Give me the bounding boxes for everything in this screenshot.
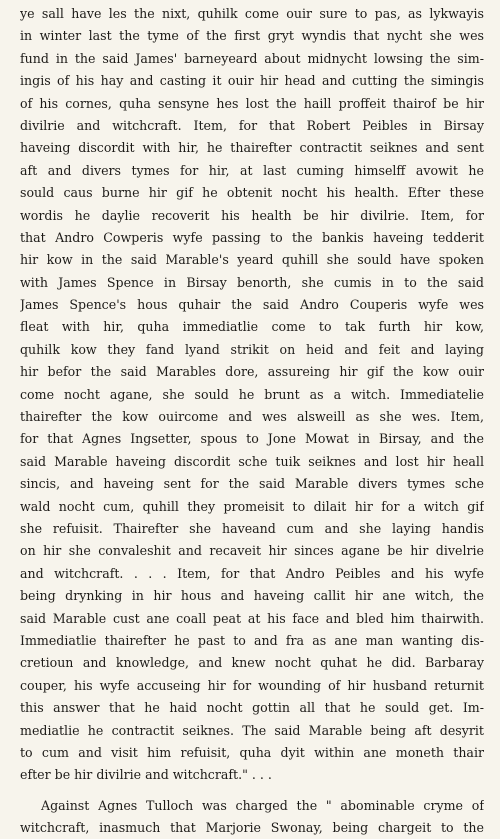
text-line: this answer that he haid nocht gottin all that he sould get. Im- — [20, 700, 484, 716]
text-line: come nocht agane, she sould he brunt as a witch. Immediatelie — [20, 386, 484, 402]
text-line: on hir she convaleshit and recaveit hir sinces agane be hir divelrie — [20, 543, 484, 559]
text-line: ye sall have les the nixt, quhilk come ouir sure to pas, as lykwayis — [20, 6, 484, 21]
text-line: Immediatlie thairefter he past to and fra as ane man wanting dis- — [20, 632, 484, 648]
text-line: hir befor the said Marables dore, assureing hir gif the kow ouir — [20, 364, 484, 380]
text-line: sincis, and haveing sent for the said Marable divers tymes sche — [20, 476, 484, 492]
text-line: witchcraft, inasmuch that Marjorie Swonay, being chargeit to the — [20, 820, 484, 836]
text-line: couper, his wyfe accuseing hir for wounding of hir husband returnit — [20, 677, 484, 693]
text-line: said Marable cust ane coall peat at his face and bled him thairwith. — [20, 610, 484, 626]
text-line: Against Agnes Tulloch was charged the " abominable cryme of — [41, 797, 484, 813]
text-line: divilrie and witchcraft. Item, for that Robert Peibles in Birsay — [20, 117, 484, 133]
text-line: she refuisit. Thairefter she haveand cum and she laying handis — [20, 520, 484, 536]
text-line: fleat with hir, quha immediatlie come to tak furth hir kow, — [20, 319, 484, 335]
paragraph-1 — [20, 3, 484, 787]
text-line: and witchcraft. . . . Item, for that Andro Peibles and his wyfe — [20, 565, 484, 581]
paragraph-gap — [20, 787, 484, 795]
text-line: cretioun and knowledge, and knew nocht quhat he did. Barbaray — [20, 655, 484, 671]
text-line: efter be hir divilrie and witchcraft." . . . — [20, 767, 272, 783]
text-line: to cum and visit him refuisit, quha dyit within ane moneth thair — [20, 744, 484, 760]
text-line: wordis he daylie recoverit his health be hir divilrie. Item, for — [20, 207, 484, 223]
text-line: quhilk kow they fand lyand strikit on heid and feit and laying — [20, 341, 484, 357]
text-line: sould caus burne hir gif he obtenit nocht his health. Efter these — [20, 185, 484, 201]
text-line: for that Agnes Ingsetter, spous to Jone Mowat in Birsay, and the — [20, 431, 484, 447]
text-line: said Marable haveing discordit sche tuik seiknes and lost hir heall — [20, 453, 484, 469]
text-line: haveing discordit with hir, he thairefter contractit seiknes and sent — [20, 140, 484, 156]
text-line: with James Spence in Birsay benorth, she cumis in to the said — [20, 274, 484, 290]
text-line: wald nocht cum, quhill they promeisit to dilait hir for a witch gif — [20, 498, 484, 514]
text-line: thairefter the kow ouircome and wes alsweill as she wes. Item, — [20, 409, 484, 425]
text-line: ingis of his hay and casting it ouir hir head and cutting the simingis — [20, 73, 484, 89]
text-line: of his cornes, quha sensyne hes lost the haill proffeit thairof be hir — [20, 95, 484, 111]
text-line: hir kow in the said Marable's yeard quhill she sould have spoken — [20, 252, 484, 268]
text-line: James Spence's hous quhair the said Andro Couperis wyfe wes — [20, 297, 484, 313]
text-line: in winter last the tyme of the first gryt wyndis that nycht she wes — [20, 28, 484, 44]
body-text — [20, 3, 484, 839]
paragraph-2 — [20, 795, 484, 839]
text-line: that Andro Cowperis wyfe passing to the bankis haveing tedderit — [20, 229, 484, 245]
text-line: being drynking in hir hous and haveing callit hir ane witch, the — [20, 588, 484, 604]
text-line: aft and divers tymes for hir, at last cuming himselff avowit he — [20, 162, 484, 178]
text-line: fund in the said James' barneyeard about midnycht lowsing the sim- — [20, 50, 484, 66]
text-line: mediatlie he contractit seiknes. The said Marable being aft desyrit — [20, 722, 484, 738]
